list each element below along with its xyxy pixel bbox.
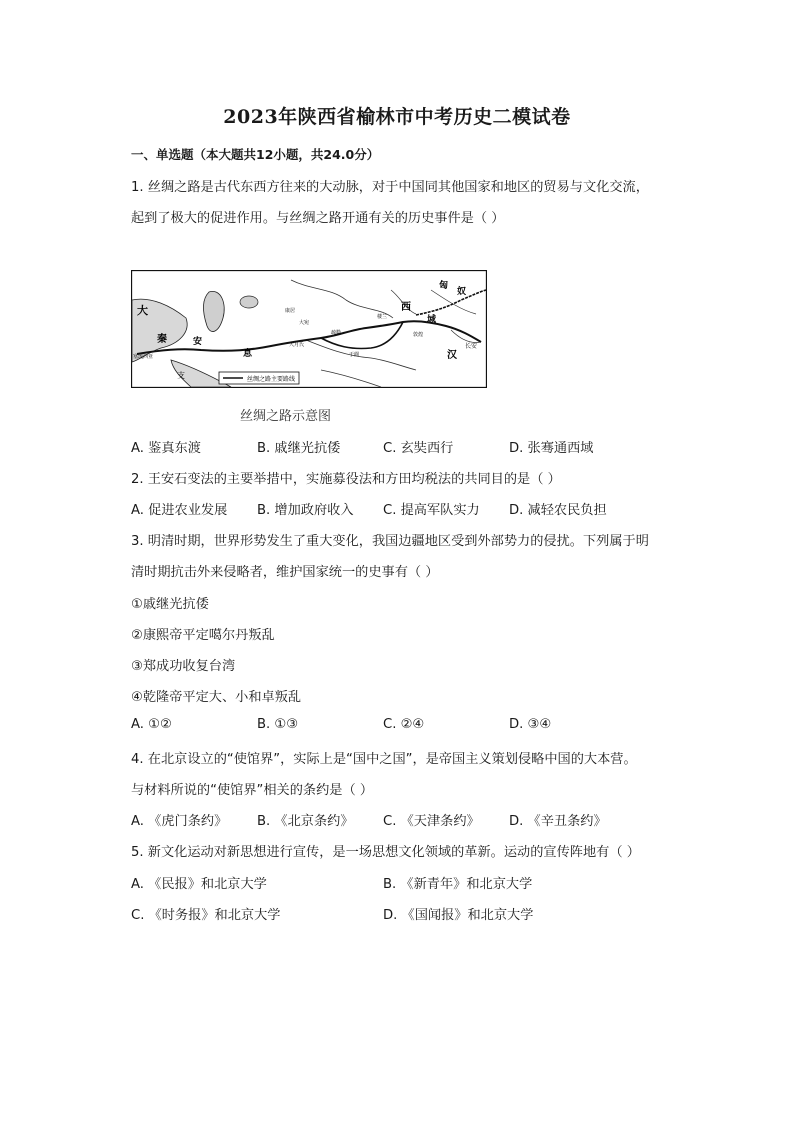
q1-option-d[interactable]: D. 张骞通西域 bbox=[509, 441, 594, 456]
q5-text-line1: 5. 新文化运动对新思想进行宣传，是一场思想文化领域的革新。运动的宣传阵地有（ ） bbox=[131, 845, 640, 860]
q5-option-b[interactable]: B. 《新青年》和北京大学 bbox=[383, 877, 533, 892]
q5-option-d[interactable]: D. 《国闻报》和北京大学 bbox=[383, 908, 534, 923]
map-label-dunhuang: 敦煌 bbox=[413, 332, 424, 338]
q2-option-a[interactable]: A. 促进农业发展 bbox=[131, 503, 228, 518]
map-label-zhi: 支 bbox=[177, 371, 185, 380]
q4-text-line2: 与材料所说的“使馆界”相关的条约是（ ） bbox=[131, 783, 374, 798]
map-label-da: 大 bbox=[137, 304, 148, 317]
map-label-yuezhi: 大月氏 bbox=[289, 342, 305, 348]
q3-item-4: ④乾隆帝平定大、小和卓叛乱 bbox=[131, 690, 302, 705]
silk-road-map bbox=[131, 270, 487, 388]
q4-option-a[interactable]: A. 《虎门条约》 bbox=[131, 814, 228, 829]
map-label-xi-an: 息 bbox=[243, 349, 253, 359]
map-label-kangju: 康居 bbox=[285, 308, 296, 314]
map-label-shule: 疏勒 bbox=[331, 330, 342, 336]
q2-option-c[interactable]: C. 提高军队实力 bbox=[383, 503, 480, 518]
q3-item-3: ③郑成功收复台湾 bbox=[131, 659, 236, 674]
q3-option-b[interactable]: B. ①③ bbox=[257, 717, 299, 732]
q3-text-line2: 清时期抗击外来侵略者，维护国家统一的史事有（ ） bbox=[131, 565, 439, 580]
q4-option-c[interactable]: C. 《天津条约》 bbox=[383, 814, 480, 829]
q2-option-b[interactable]: B. 增加政府收入 bbox=[257, 503, 354, 518]
q2-option-d[interactable]: D. 减轻农民负担 bbox=[509, 503, 607, 518]
q5-option-a[interactable]: A. 《民报》和北京大学 bbox=[131, 877, 267, 892]
q1-option-c[interactable]: C. 玄奘西行 bbox=[383, 441, 454, 456]
q3-item-2: ②康熙帝平定噶尔丹叛乱 bbox=[131, 628, 275, 643]
q3-option-d[interactable]: D. ③④ bbox=[509, 717, 552, 732]
q3-option-a[interactable]: A. ①② bbox=[131, 717, 172, 732]
exam-title: 2023年陕西省榆林市中考历史二模试卷 bbox=[223, 106, 571, 128]
q1-text-line2: 起到了极大的促进作用。与丝绸之路开通有关的历史事件是（ ） bbox=[131, 211, 505, 226]
map-label-gaoli: 塞琉西亚 bbox=[133, 354, 154, 360]
map-label-qin: 秦 bbox=[157, 334, 167, 345]
map-caption: 丝绸之路示意图 bbox=[240, 409, 332, 424]
q3-option-c[interactable]: C. ②④ bbox=[383, 717, 425, 732]
map-label-xiongnu2: 奴 bbox=[457, 287, 467, 297]
map-label-changan: 长安 bbox=[465, 343, 478, 350]
q4-text-line1: 4. 在北京设立的“使馆界”，实际上是“国中之国”，是帝国主义策划侵略中国的大本营。 bbox=[131, 752, 637, 767]
map-label-xiongnu1: 匈 bbox=[439, 281, 449, 291]
map-label-yu: 域 bbox=[427, 315, 437, 325]
q4-option-d[interactable]: D. 《辛丑条约》 bbox=[509, 814, 607, 829]
q1-option-a[interactable]: A. 鉴真东渡 bbox=[131, 441, 201, 456]
q4-option-b[interactable]: B. 《北京条约》 bbox=[257, 814, 354, 829]
map-label-xi: 西 bbox=[401, 302, 411, 313]
map-label-an: 安 bbox=[193, 337, 203, 347]
q5-option-c[interactable]: C. 《时务报》和北京大学 bbox=[131, 908, 281, 923]
q1-option-b[interactable]: B. 戚继光抗倭 bbox=[257, 441, 341, 456]
map-label-loulan: 楼兰 bbox=[377, 314, 388, 320]
map-legend-text: 丝绸之路主要路线 bbox=[247, 376, 296, 383]
q1-text-line1: 1. 丝绸之路是古代东西方往来的大动脉，对于中国同其他国家和地区的贸易与文化交流， bbox=[131, 180, 649, 195]
map-label-yutian: 于阗 bbox=[349, 352, 360, 358]
map-label-dayuan: 大宛 bbox=[299, 320, 310, 326]
q2-text-line1: 2. 王安石变法的主要举措中，实施募役法和方田均税法的共同目的是（ ） bbox=[131, 472, 561, 487]
q3-text-line1: 3. 明清时期，世界形势发生了重大变化，我国边疆地区受到外部势力的侵扰。下列属于明 bbox=[131, 534, 649, 549]
q3-item-1: ①戚继光抗倭 bbox=[131, 597, 209, 612]
section-heading: 一、单选题（本大题共12小题，共24.0分） bbox=[131, 147, 380, 162]
map-label-han: 汉 bbox=[447, 350, 457, 361]
